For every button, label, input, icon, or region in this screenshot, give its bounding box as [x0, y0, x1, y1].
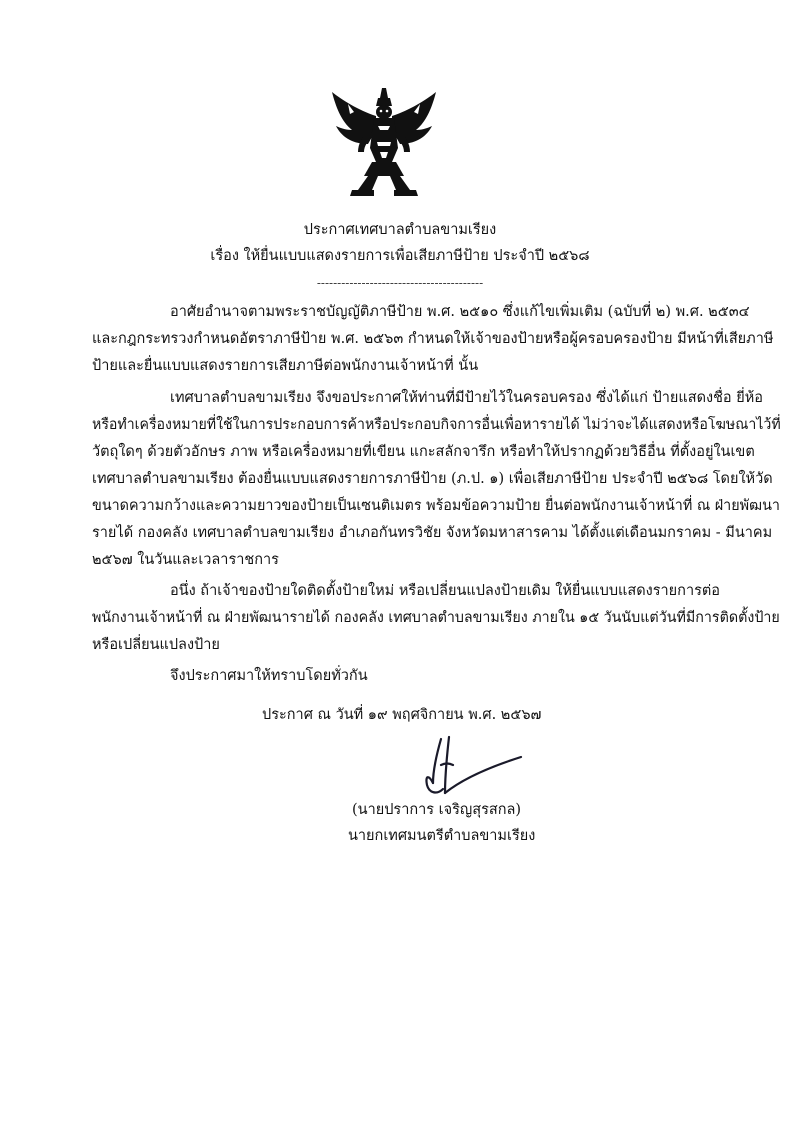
signer-position: นายกเทศมนตรีตำบลขามเรียง	[348, 828, 536, 844]
announcement-date: ประกาศ ณ วันที่ ๑๙ พฤศจิกายน พ.ศ. ๒๕๖๗	[262, 707, 542, 723]
paragraph-line: หรือทำเครื่องหมายที่ใช้ในการประกอบการค้าหรือประกอบกิจการอื่นเพื่อหารายได้ ไม่ว่าจะได้แสดงหรือโฆษณาไว้ที่	[92, 417, 781, 433]
signer-name: (นายปราการ เจริญสุรสกล)	[352, 802, 522, 818]
paragraph-line: และกฎกระทรวงกำหนดอัตราภาษีป้าย พ.ศ. ๒๕๖๓ กำหนดให้เจ้าของป้ายหรือผู้ครอบครองป้าย มีหน้าที่เสียภาษี	[92, 331, 774, 347]
garuda-emblem	[328, 86, 440, 198]
paragraph-line: ขนาดความกว้างและความยาวของป้ายเป็นเซนติเมตร พร้อมข้อความป้าย ยื่นต่อพนักงานเจ้าหน้าที่ ณ ฝ่ายพัฒนา	[92, 498, 780, 514]
paragraph-line: อาศัยอำนาจตามพระราชบัญญัติภาษีป้าย พ.ศ. ๒๕๑๐ ซึ่งแก้ไขเพิ่มเติม (ฉบับที่ ๒) พ.ศ. ๒๕๓๔	[170, 304, 750, 320]
announcement-subject: เรื่อง ให้ยื่นแบบแสดงรายการเพื่อเสียภาษีป้าย ประจำปี ๒๕๖๘	[210, 248, 590, 264]
paragraph-line: ๒๕๖๗ ในวันและเวลาราชการ	[92, 552, 279, 568]
handwritten-signature	[415, 735, 525, 800]
paragraph-line: ป้ายและยื่นแบบแสดงรายการเสียภาษีต่อพนักงานเจ้าหน้าที่ นั้น	[92, 358, 479, 374]
paragraph-line: วัตถุใดๆ ด้วยตัวอักษร ภาพ หรือเครื่องหมายที่เขียน แกะสลักจารึก หรือทำให้ปรากฏด้วยวิธีอื่น ที่ตั้งอยู่ในเขต	[92, 444, 755, 460]
paragraph-line: อนึ่ง ถ้าเจ้าของป้ายใดติดตั้งป้ายใหม่ หรือเปลี่ยนแปลงป้ายเดิม ให้ยื่นแบบแสดงรายการต่อ	[170, 583, 721, 599]
paragraph-line: เทศบาลตำบลขามเรียง ต้องยื่นแบบแสดงรายการภาษีป้าย (ภ.ป. ๑) เพื่อเสียภาษีป้าย ประจำปี ๒๕๖๘ โดยให้วัด	[92, 471, 773, 487]
closing-statement: จึงประกาศมาให้ทราบโดยทั่วกัน	[170, 668, 368, 684]
paragraph-line: หรือเปลี่ยนแปลงป้าย	[92, 637, 220, 653]
paragraph-line: รายได้ กองคลัง เทศบาลตำบลขามเรียง อำเภอกันทรวิชัย จังหวัดมหาสารคาม ได้ตั้งแต่เดือนมกราคม - มีนาคม	[92, 525, 773, 541]
announcement-title: ประกาศเทศบาลตำบลขามเรียง	[303, 222, 497, 238]
paragraph-line: เทศบาลตำบลขามเรียง จึงขอประกาศให้ท่านที่มีป้ายไว้ในครอบครอง ซึ่งได้แก่ ป้ายแสดงชื่อ ยี่ห้อ	[170, 390, 763, 406]
paragraph-line: พนักงานเจ้าหน้าที่ ณ ฝ่ายพัฒนารายได้ กองคลัง เทศบาลตำบลขามเรียง ภายใน ๑๕ วันนับแต่วันที่มีการติดตั้งป้าย	[92, 610, 780, 626]
separator-line: -----------------------------------------	[316, 276, 484, 290]
